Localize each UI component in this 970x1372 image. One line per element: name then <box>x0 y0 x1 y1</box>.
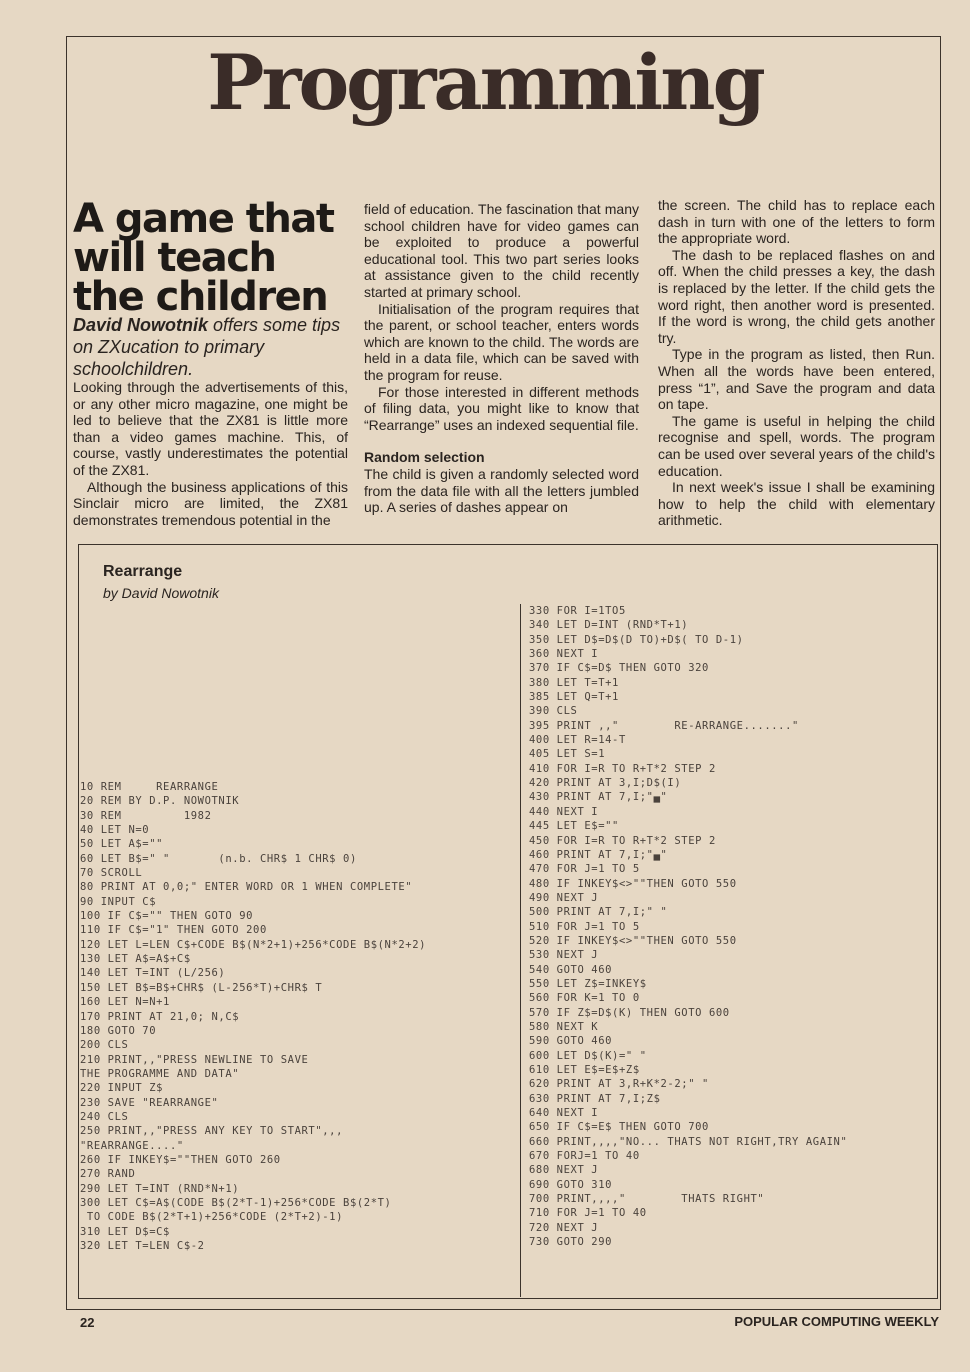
code-line: 160 LET N=N+1 <box>80 996 170 1009</box>
code-line: 650 IF C$=E$ THEN GOTO 700 <box>529 1121 709 1134</box>
headline-line: the children <box>73 274 328 320</box>
code-line: 30 REM 1982 <box>80 809 212 822</box>
code-line: 530 NEXT J <box>529 949 599 962</box>
code-line: THE PROGRAMME AND DATA" <box>80 1067 240 1080</box>
listing-left-column <box>80 780 426 1253</box>
code-line: 110 IF C$="1" THEN GOTO 200 <box>80 924 267 937</box>
code-line: 490 NEXT J <box>529 891 599 904</box>
code-line: 670 FORJ=1 TO 40 <box>529 1150 640 1163</box>
code-line: 80 PRINT AT 0,0;" ENTER WORD OR 1 WHEN COMPLETE" <box>80 881 413 894</box>
code-line: 50 LET A$="" <box>80 838 164 851</box>
code-line: 260 IF INKEY$=""THEN GOTO 260 <box>80 1153 281 1166</box>
code-line: 370 IF C$=D$ THEN GOTO 320 <box>529 662 709 675</box>
code-line: 580 NEXT K <box>529 1020 599 1033</box>
code-line: 710 FOR J=1 TO 40 <box>529 1207 647 1220</box>
code-line: 720 NEXT J <box>529 1221 599 1234</box>
code-line: 310 LET D$=C$ <box>80 1225 170 1238</box>
code-line: 700 PRINT,,,," THATS RIGHT" <box>529 1193 765 1206</box>
code-line: 220 INPUT Z$ <box>80 1082 164 1095</box>
listing-byline: by David Nowotnik <box>103 585 219 601</box>
code-line: 620 PRINT AT 3,R+K*2-2;" " <box>529 1078 709 1091</box>
code-line: 10 REM REARRANGE <box>80 781 219 793</box>
paragraph: For those interested in different methods of filing data, you might like to know that “Rearrange” uses an indexed sequential file. <box>364 383 639 433</box>
article-headline <box>73 196 348 320</box>
code-line: 140 LET T=INT (L/256) <box>80 967 226 980</box>
magazine-name: POPULAR COMPUTING WEEKLY <box>734 1314 939 1329</box>
code-line: 90 INPUT C$ <box>80 895 157 908</box>
code-line: 600 LET D$(K)=" " <box>529 1049 647 1062</box>
code-line: 60 LET B$=" " (n.b. CHR$ 1 CHR$ 0) <box>80 852 357 865</box>
code-line: 270 RAND <box>80 1168 136 1181</box>
code-line: 440 NEXT I <box>529 805 599 818</box>
code-line: 660 PRINT,,,,"NO... THATS NOT RIGHT,TRY AGAIN" <box>529 1135 848 1148</box>
code-line: 640 NEXT I <box>529 1107 599 1120</box>
code-line: 395 PRINT ,," RE-ARRANGE......." <box>529 719 799 732</box>
code-line: 500 PRINT AT 7,I;" " <box>529 906 668 919</box>
code-line: 20 REM BY D.P. NOWOTNIK <box>80 795 240 808</box>
code-line: 590 GOTO 460 <box>529 1035 613 1048</box>
code-line: 230 SAVE "REARRANGE" <box>80 1096 219 1109</box>
subheading: Random selection <box>364 449 485 466</box>
code-line: 730 GOTO 290 <box>529 1236 613 1249</box>
code-line: 350 LET D$=D$(D TO)+D$( TO D-1) <box>529 633 744 646</box>
code-line: 550 LET Z$=INKEY$ <box>529 977 647 990</box>
page-number: 22 <box>80 1315 95 1330</box>
code-line: 480 IF INKEY$<>""THEN GOTO 550 <box>529 877 737 890</box>
headline-line: will teach <box>73 235 276 281</box>
code-line: 150 LET B$=B$+CHR$ (L-256*T)+CHR$ T <box>80 981 323 994</box>
listing-right-column <box>529 604 847 1249</box>
code-line: 390 CLS <box>529 705 578 718</box>
paragraph: Although the business applications of this Sinclair micro are limited, the ZX81 demonstrates tremendous potential in the <box>73 478 348 528</box>
paragraph: In next week's issue I shall be examining how to help the child with elementary arithmetic. <box>658 479 935 529</box>
paragraph: Looking through the advertisements of this, or any other micro magazine, one might be led to believe that the ZX81 is little more than a video games machine. This, of course, vastly underestimates the potential of the ZX81. <box>73 379 348 478</box>
code-line: 405 LET S=1 <box>529 748 606 761</box>
code-line: 340 LET D=INT (RND*T+1) <box>529 619 689 632</box>
code-line: 445 LET E$="" <box>529 820 619 833</box>
code-line: 240 CLS <box>80 1110 129 1123</box>
code-line: 120 LET L=LEN C$+CODE B$(N*2+1)+256*CODE B$(N*2+2) <box>80 938 427 951</box>
code-line: 290 LET T=INT (RND*N+1) <box>80 1182 240 1195</box>
code-line: 320 LET T=LEN C$-2 <box>80 1240 205 1252</box>
code-line: 250 PRINT,,"PRESS ANY KEY TO START",,, <box>80 1125 344 1138</box>
code-line: 470 FOR J=1 TO 5 <box>529 863 640 876</box>
code-line: 540 GOTO 460 <box>529 963 613 976</box>
listing-title: Rearrange <box>103 563 183 580</box>
code-line: 690 GOTO 310 <box>529 1178 613 1191</box>
code-line: TO CODE B$(2*T+1)+256*CODE (2*T+2)-1) <box>80 1211 344 1224</box>
code-line: 130 LET A$=A$+C$ <box>80 953 191 966</box>
author-name: David Nowotnik <box>73 315 209 335</box>
section-masthead: Programming <box>207 38 763 127</box>
code-line: 200 CLS <box>80 1039 129 1052</box>
code-line: 560 FOR K=1 TO 0 <box>529 992 640 1005</box>
code-line: 180 GOTO 70 <box>80 1024 157 1037</box>
code-line: 680 NEXT J <box>529 1164 599 1177</box>
code-line: 450 FOR I=R TO R+T*2 STEP 2 <box>529 834 716 847</box>
standfirst-text: offers some tips on ZXucation to primary schoolchildren. <box>73 315 341 379</box>
code-line: 40 LET N=0 <box>80 824 150 837</box>
code-line: 420 PRINT AT 3,I;D$(I) <box>529 777 682 790</box>
code-line: 570 IF Z$=D$(K) THEN GOTO 600 <box>529 1006 730 1019</box>
code-line: 360 NEXT I <box>529 648 599 661</box>
code-line: 300 LET C$=A$(CODE B$(2*T-1)+256*CODE B$(2*T) <box>80 1196 392 1209</box>
article-column-3 <box>658 197 935 529</box>
paragraph: Initialisation of the program requires that the parent, or school teacher, enters words which are known to the child. The words are held in a data file, which can be saved with the program for reuse. <box>364 300 639 383</box>
standfirst <box>73 314 353 380</box>
code-line: 100 IF C$="" THEN GOTO 90 <box>80 910 254 923</box>
code-line: 510 FOR J=1 TO 5 <box>529 920 640 933</box>
code-line: 520 IF INKEY$<>""THEN GOTO 550 <box>529 934 737 947</box>
code-line: 610 LET E$=E$+Z$ <box>529 1064 640 1076</box>
code-line: 460 PRINT AT 7,I;"▄" <box>529 848 668 861</box>
paragraph: Type in the program as listed, then Run. When all the words have been entered, press “1”, and Save the program and data on tape. <box>658 346 935 413</box>
paragraph: The game is useful in helping the child recognise and spell, words. The program can be used over several years of the child's education. <box>658 412 935 479</box>
paragraph: field of education. The fascination that many school children have for video games can be exploited to produce a powerful educational tool. This two part series looks at assistance given to the child recently started at primary school. <box>364 201 639 300</box>
code-line: 410 FOR I=R TO R+T*2 STEP 2 <box>529 762 716 775</box>
paragraph: the screen. The child has to replace each dash in turn with one of the letters to form the appropriate word. <box>658 197 935 247</box>
code-line: 630 PRINT AT 7,I;Z$ <box>529 1092 661 1105</box>
code-line: 400 LET R=14-T <box>529 734 626 747</box>
listing-divider <box>520 604 521 1297</box>
code-line: 170 PRINT AT 21,0; N,C$ <box>80 1010 240 1023</box>
code-line: 430 PRINT AT 7,I;"▄" <box>529 791 668 804</box>
code-line: 380 LET T=T+1 <box>529 676 619 689</box>
code-line: 330 FOR I=1TO5 <box>529 605 626 617</box>
code-line: 385 LET Q=T+1 <box>529 691 619 704</box>
article-column-2 <box>364 201 639 516</box>
paragraph: The dash to be replaced flashes on and off. When the child presses a key, the dash is replaced by the letter. If the child gets the word right, then another word is presented. If the word is wrong, the child gets another try. <box>658 246 935 346</box>
code-line: 210 PRINT,,"PRESS NEWLINE TO SAVE <box>80 1053 309 1066</box>
article-column-1 <box>73 379 348 528</box>
paragraph: The child is given a randomly selected word from the data file with all the letters jumbled up. A series of dashes appear on <box>364 465 639 516</box>
code-line: 70 SCROLL <box>80 867 143 880</box>
headline-line: A game that <box>73 196 334 242</box>
code-line: "REARRANGE...." <box>80 1139 184 1152</box>
